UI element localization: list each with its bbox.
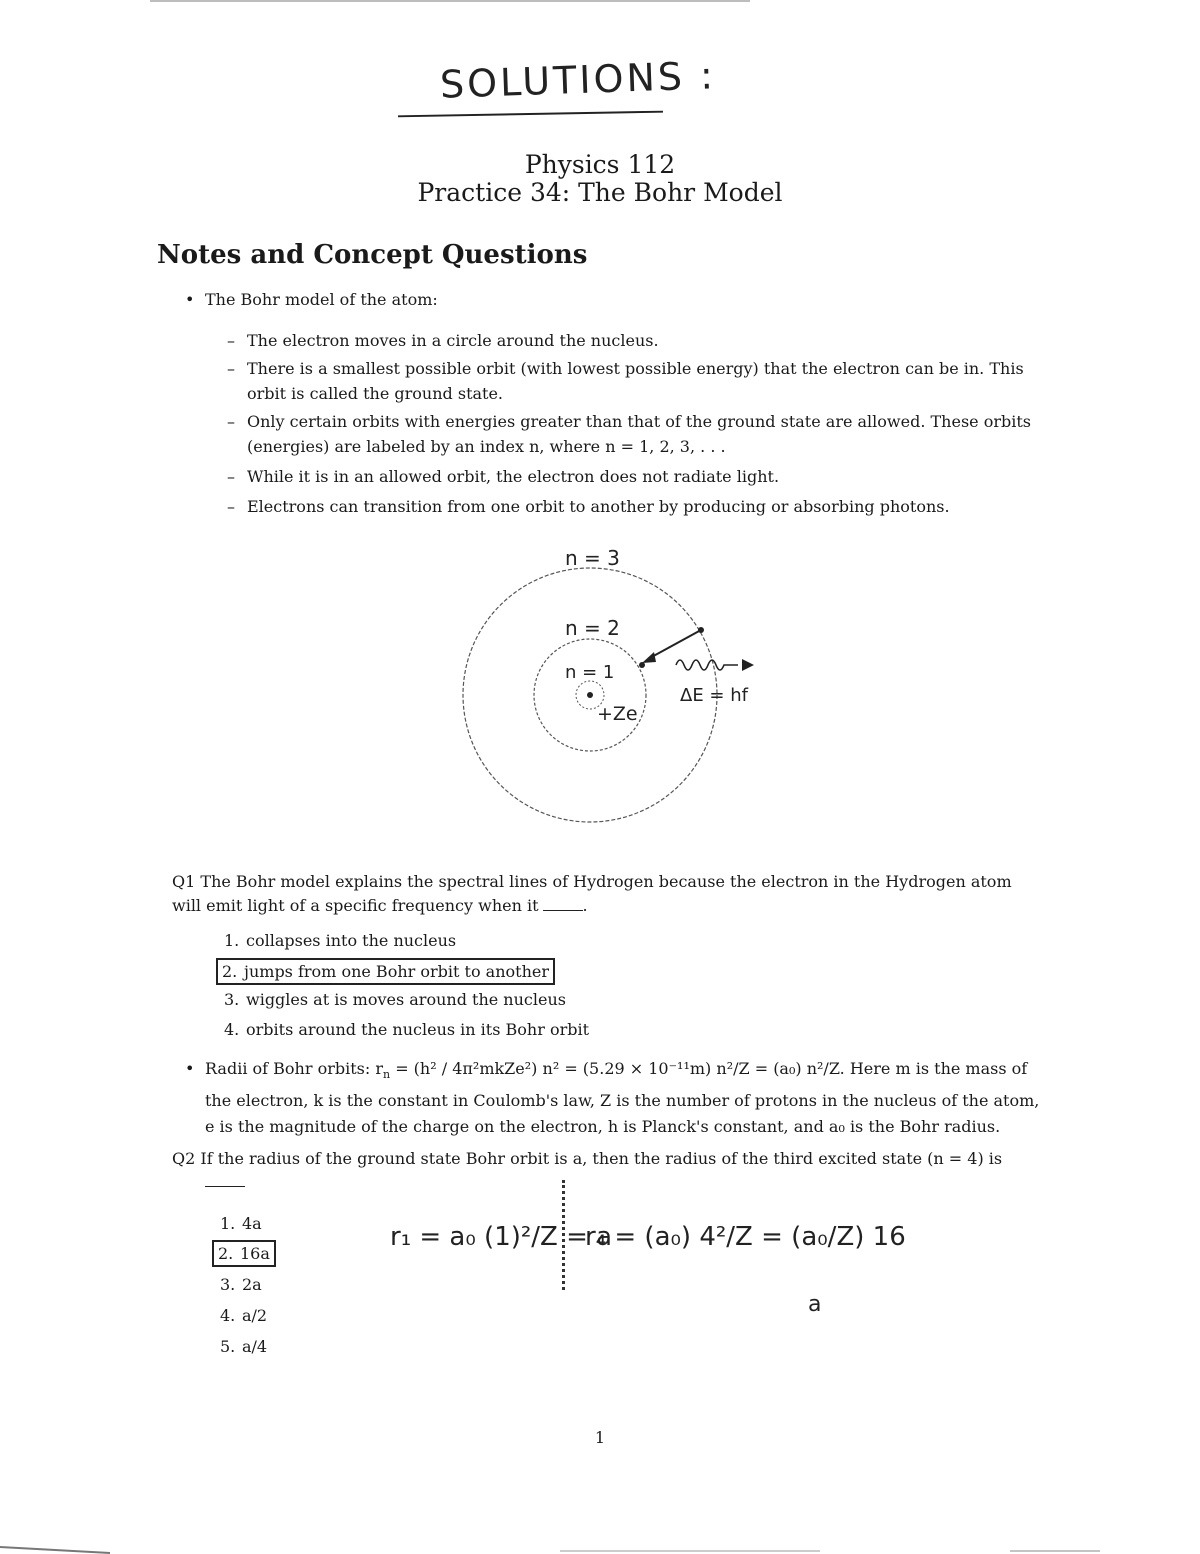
q2-label: Q2 bbox=[172, 1149, 196, 1168]
q1-choice[interactable]: 3. wiggles at is moves around the nucleus bbox=[224, 990, 566, 1009]
bullet-icon: • bbox=[185, 290, 195, 309]
radii-formula: = (h² / 4π²mkZe²) n² = (5.29 × 10⁻¹¹m) n²/Z = (a₀) n²/Z. bbox=[395, 1059, 845, 1078]
q1-choice[interactable]: 4. orbits around the nucleus in its Bohr orbit bbox=[224, 1020, 590, 1039]
photon-label: ΔE = hf bbox=[680, 685, 748, 706]
q2-choice[interactable]: 3. 2a bbox=[220, 1275, 262, 1294]
dash-icon: – bbox=[227, 412, 235, 431]
radii-text: Here m is the mass of the electron, k is the constant in Coulomb's law, Z is the number of protons in the nucleus of the atom, e is the magnitude of the charge on the electron, h is Planck's constant, and a₀ is the Bohr radius. bbox=[205, 1059, 1040, 1137]
dash-icon: – bbox=[227, 331, 235, 350]
page-number: 1 bbox=[594, 1428, 606, 1447]
answer-blank bbox=[205, 1186, 245, 1187]
transition-arrowhead bbox=[642, 652, 656, 663]
bohr-point: – Electrons can transition from one orbit to another by producing or absorbing photons. bbox=[247, 494, 1047, 519]
q2-choice[interactable]: 5. a/4 bbox=[220, 1337, 268, 1356]
dash-icon: – bbox=[227, 467, 235, 486]
radii-prefix: Radii of Bohr orbits: r bbox=[205, 1059, 383, 1078]
q2-text: If the radius of the ground state Bohr orbit is a, then the radius of the third excited state (n = 4) is bbox=[200, 1149, 1003, 1168]
handwritten-divider bbox=[562, 1180, 565, 1290]
bullet-icon: • bbox=[185, 1059, 195, 1078]
question-q1: Q1 The Bohr model explains the spectral lines of Hydrogen because the electron in the Hydrogen atom will emit light of a specific frequency when it . bbox=[172, 872, 1012, 915]
bohr-intro-text: The Bohr model of the atom: bbox=[205, 290, 438, 309]
practice-title: Practice 34: The Bohr Model bbox=[417, 178, 783, 207]
electron-inner bbox=[639, 662, 645, 668]
q1-choice[interactable]: 1. collapses into the nucleus bbox=[224, 931, 457, 950]
bohr-point: – The electron moves in a circle around the nucleus. bbox=[247, 328, 1047, 353]
dash-icon: – bbox=[227, 359, 235, 378]
label-n1: n = 1 bbox=[565, 662, 615, 683]
title-underline bbox=[398, 111, 663, 118]
bohr-intro bbox=[185, 290, 438, 309]
answer-blank bbox=[543, 910, 583, 911]
nucleus-label: +Ze bbox=[597, 703, 638, 725]
nucleus-dot bbox=[587, 692, 593, 698]
transition-arrow bbox=[648, 630, 701, 659]
q2-choice[interactable]: 4. a/2 bbox=[220, 1306, 268, 1325]
q1-label: Q1 bbox=[172, 872, 196, 891]
bohr-point: – There is a smallest possible orbit (with lowest possible energy) that the electron can be in. This orbit is called the ground state. bbox=[247, 356, 1047, 406]
bohr-point: – Only certain orbits with energies greater than that of the ground state are allowed. These orbits (energies) are labeled by an index n, where n = 1, 2, 3, . . . bbox=[247, 409, 1047, 459]
label-n3: n = 3 bbox=[565, 546, 620, 570]
q1-choice-selected[interactable]: 2. jumps from one Bohr orbit to another bbox=[216, 958, 555, 985]
handwritten-title: SOLUTIONS : bbox=[439, 53, 717, 107]
radii-note: • Radii of Bohr orbits: $r_n = (h^2$ / 4π²mkZe²) n² = (5.29 × 10⁻¹¹m) n²/Z = (a₀) n²/Z. Here m is the mass of the electron, k is the constant in Coulomb's law, Z is the number of protons in the nucleus of the atom, e is the magnitude of the charge on the electron, h is Planck's constant, and a₀ is the Bohr radius. bbox=[205, 1056, 1040, 1140]
scan-edge-top bbox=[150, 0, 750, 2]
handwritten-note: a bbox=[808, 1292, 822, 1317]
handwritten-r1: r₁ = a₀ (1)²/Z = a bbox=[390, 1222, 613, 1252]
q2-choice[interactable]: 1. 4a bbox=[220, 1214, 262, 1233]
dash-icon: – bbox=[227, 497, 235, 516]
handwritten-r4: r₄ = (a₀) 4²/Z = (a₀/Z) 16 bbox=[585, 1222, 906, 1252]
bohr-point: – While it is in an allowed orbit, the electron does not radiate light. bbox=[247, 464, 1047, 489]
label-n2: n = 2 bbox=[565, 616, 620, 640]
q1-text: The Bohr model explains the spectral lines of Hydrogen because the electron in the Hydrogen atom will emit light of a specific frequency when it bbox=[172, 872, 1012, 915]
course-title: Physics 112 bbox=[524, 150, 676, 179]
section-heading: Notes and Concept Questions bbox=[157, 240, 588, 270]
q2-choice-selected[interactable]: 2. 16a bbox=[212, 1240, 276, 1267]
bohr-orbit-diagram bbox=[430, 535, 770, 835]
question-q2 bbox=[172, 1147, 1042, 1171]
photon-arrowhead bbox=[742, 659, 754, 671]
scan-edge-bottom bbox=[0, 1545, 1200, 1554]
photon-wave bbox=[676, 660, 738, 670]
